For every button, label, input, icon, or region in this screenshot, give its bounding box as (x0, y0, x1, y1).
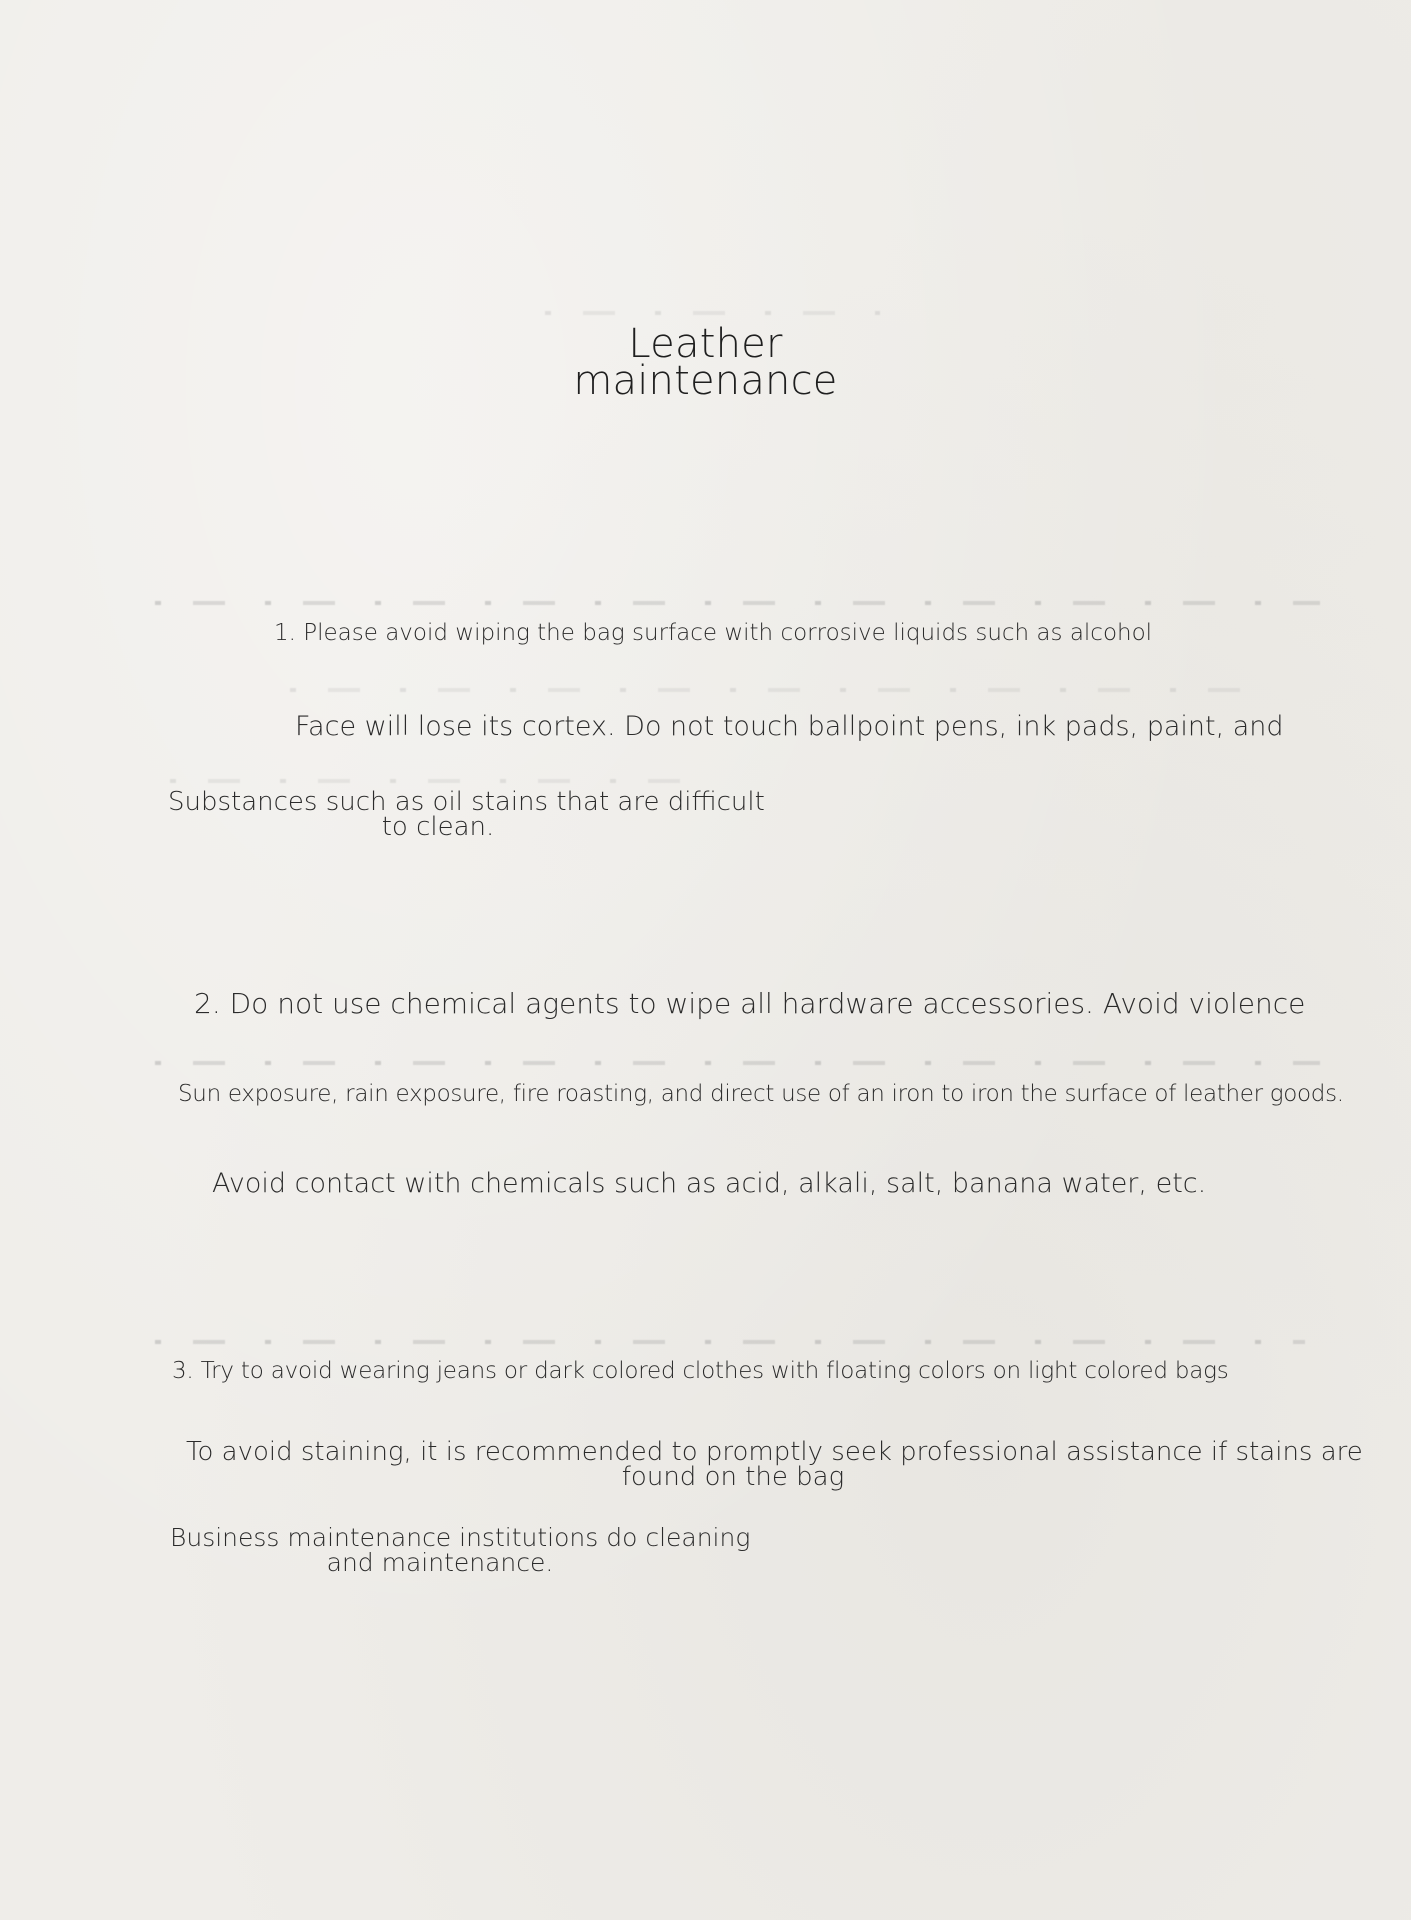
section1-line-3 (168, 787, 765, 842)
section1-line-3a: Substances such as oil stains that are difficult (168, 787, 765, 817)
section2-line-3: Avoid contact with chemicals such as acid, alkali, salt, banana water, etc. (212, 1168, 1207, 1199)
section3-line-3b: and maintenance. (326, 1548, 554, 1577)
section3-line-2a: To avoid staining, it is recommended to promptly seek professional assistance if stains are (186, 1437, 1363, 1467)
section3-line-3 (170, 1523, 751, 1577)
section1-line-2: Face will lose its cortex. Do not touch ballpoint pens, ink pads, paint, and (295, 711, 1284, 742)
title-line-2: maintenance (573, 358, 838, 404)
section1-line-3b: to clean. (381, 812, 495, 842)
title-line-1: Leather (628, 321, 783, 367)
page-title (0, 321, 1411, 404)
section3-divider (155, 1340, 1305, 1344)
section1-divider (155, 601, 1320, 605)
section2-heading: 2. Do not use chemical agents to wipe all hardware accessories. Avoid violence (194, 987, 1306, 1020)
section2-line-2: Sun exposure, rain exposure, fire roasting, and direct use of an iron to iron the surface of leather goods. (178, 1081, 1344, 1107)
title-artifact-line (545, 311, 880, 315)
section3-heading: 3. Try to avoid wearing jeans or dark colored clothes with floating colors on light colored bags (172, 1358, 1229, 1384)
section3-line-2b: found on the bag (621, 1462, 845, 1492)
section3-line-2 (186, 1437, 1363, 1492)
section1-artifact-line (290, 688, 1250, 692)
section3-line-3a: Business maintenance institutions do cleaning (170, 1523, 751, 1552)
section2-divider (155, 1061, 1320, 1065)
section1-heading: 1. Please avoid wiping the bag surface with corrosive liquids such as alcohol (274, 620, 1153, 646)
section1-artifact-line-2 (170, 779, 700, 783)
